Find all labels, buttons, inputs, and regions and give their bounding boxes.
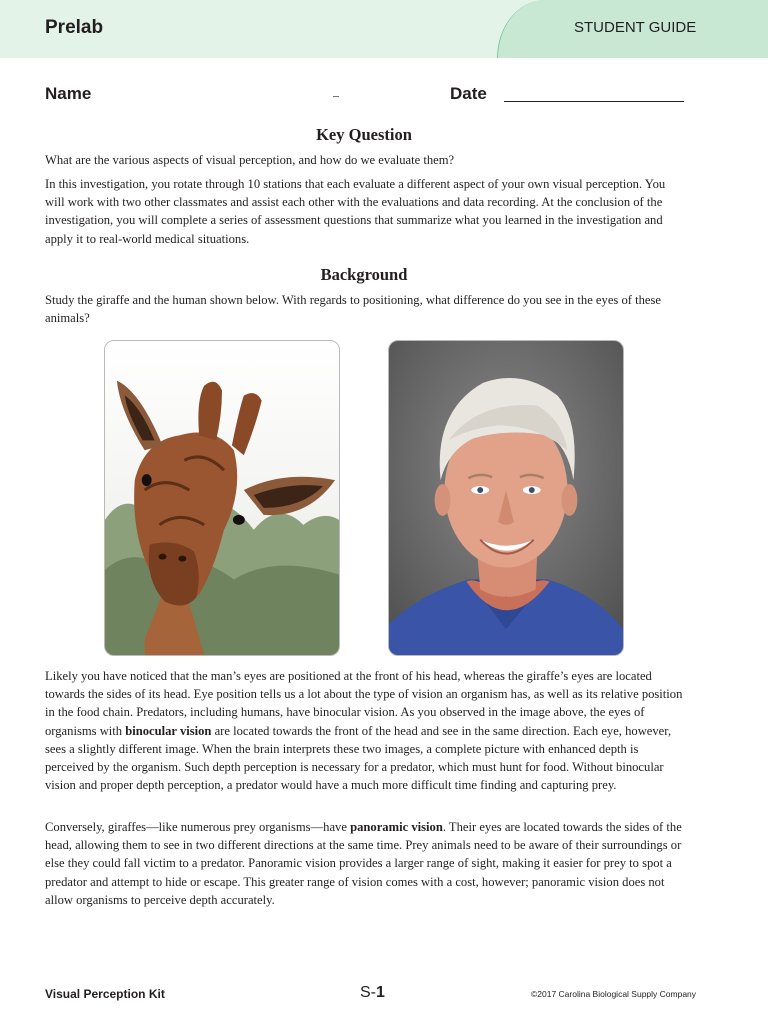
key-question-heading: Key Question — [316, 125, 412, 144]
student-guide-label: STUDENT GUIDE — [574, 19, 697, 36]
binocular-vision-paragraph: Likely you have noticed that the man’s eyes are positioned at the front of his head, whereas the giraffe’s eyes are located towards the sides of its head. Eye position tells us a lot about the type of vision an organism has, as well as its relative position in the food chain. Predators, including humans, have binocular vision. As you observed in the image above, the eyes of organisms with binocular vision are located towards the front of the head and see in the same direction. Each eye, however, sees a slightly different image. When the brain interprets these two images, a complete picture with enhanced depth is perceived by the organism. Such depth perception is necessary for a predator, which must hunt for food. Without binocular vision and proper depth perception, a predator would have a much more difficult time finding and capturing prey. — [45, 669, 683, 793]
intro-paragraph: In this investigation, you rotate through 10 stations that each evaluate a different aspect of your own visual perception. You will work with two other classmates and assist each other with the evaluations and data recording. At the conclusion of the investigation, you will complete a series of assessment questions that summarize what you learned in the investigation and apply it to real-world medical situations. — [45, 177, 666, 246]
man-portrait-photo — [388, 340, 624, 656]
binocular-vision-term: binocular vision — [125, 723, 212, 738]
name-field-mark — [333, 96, 339, 97]
giraffe-photo — [104, 340, 340, 656]
date-field-line — [504, 101, 684, 102]
background-heading: Background — [320, 265, 408, 284]
footer-kit-name: Visual Perception Kit — [45, 987, 165, 1001]
footer-page-number: S-1 — [360, 984, 385, 1001]
key-question-text: What are the various aspects of visual perception, and how do we evaluate them? — [45, 153, 455, 167]
footer-copyright: ©2017 Carolina Biological Supply Company — [531, 989, 697, 999]
panoramic-vision-term: panoramic vision — [350, 820, 443, 834]
date-label: Date — [450, 84, 487, 103]
background-prompt: Study the giraffe and the human shown below. With regards to positioning, what difference do you see in the eyes of these animals? — [45, 293, 661, 326]
page-title: Prelab — [45, 17, 104, 38]
name-label: Name — [45, 84, 92, 103]
panoramic-vision-paragraph: Conversely, giraffes—like numerous prey organisms—have panoramic vision. Their eyes are located towards the sides of the head, allowing them to see in two different directions at the same time. Prey animals need to be aware of their surroundings or else they could fall victim to a predator. Panoramic vision provides a larger range of sight, making it easier for prey to spot a predator and attempt to hide or escape. This greater range of vision comes with a cost, however; panoramic vision does not allow organisms to perceive depth accurately. — [45, 820, 682, 907]
